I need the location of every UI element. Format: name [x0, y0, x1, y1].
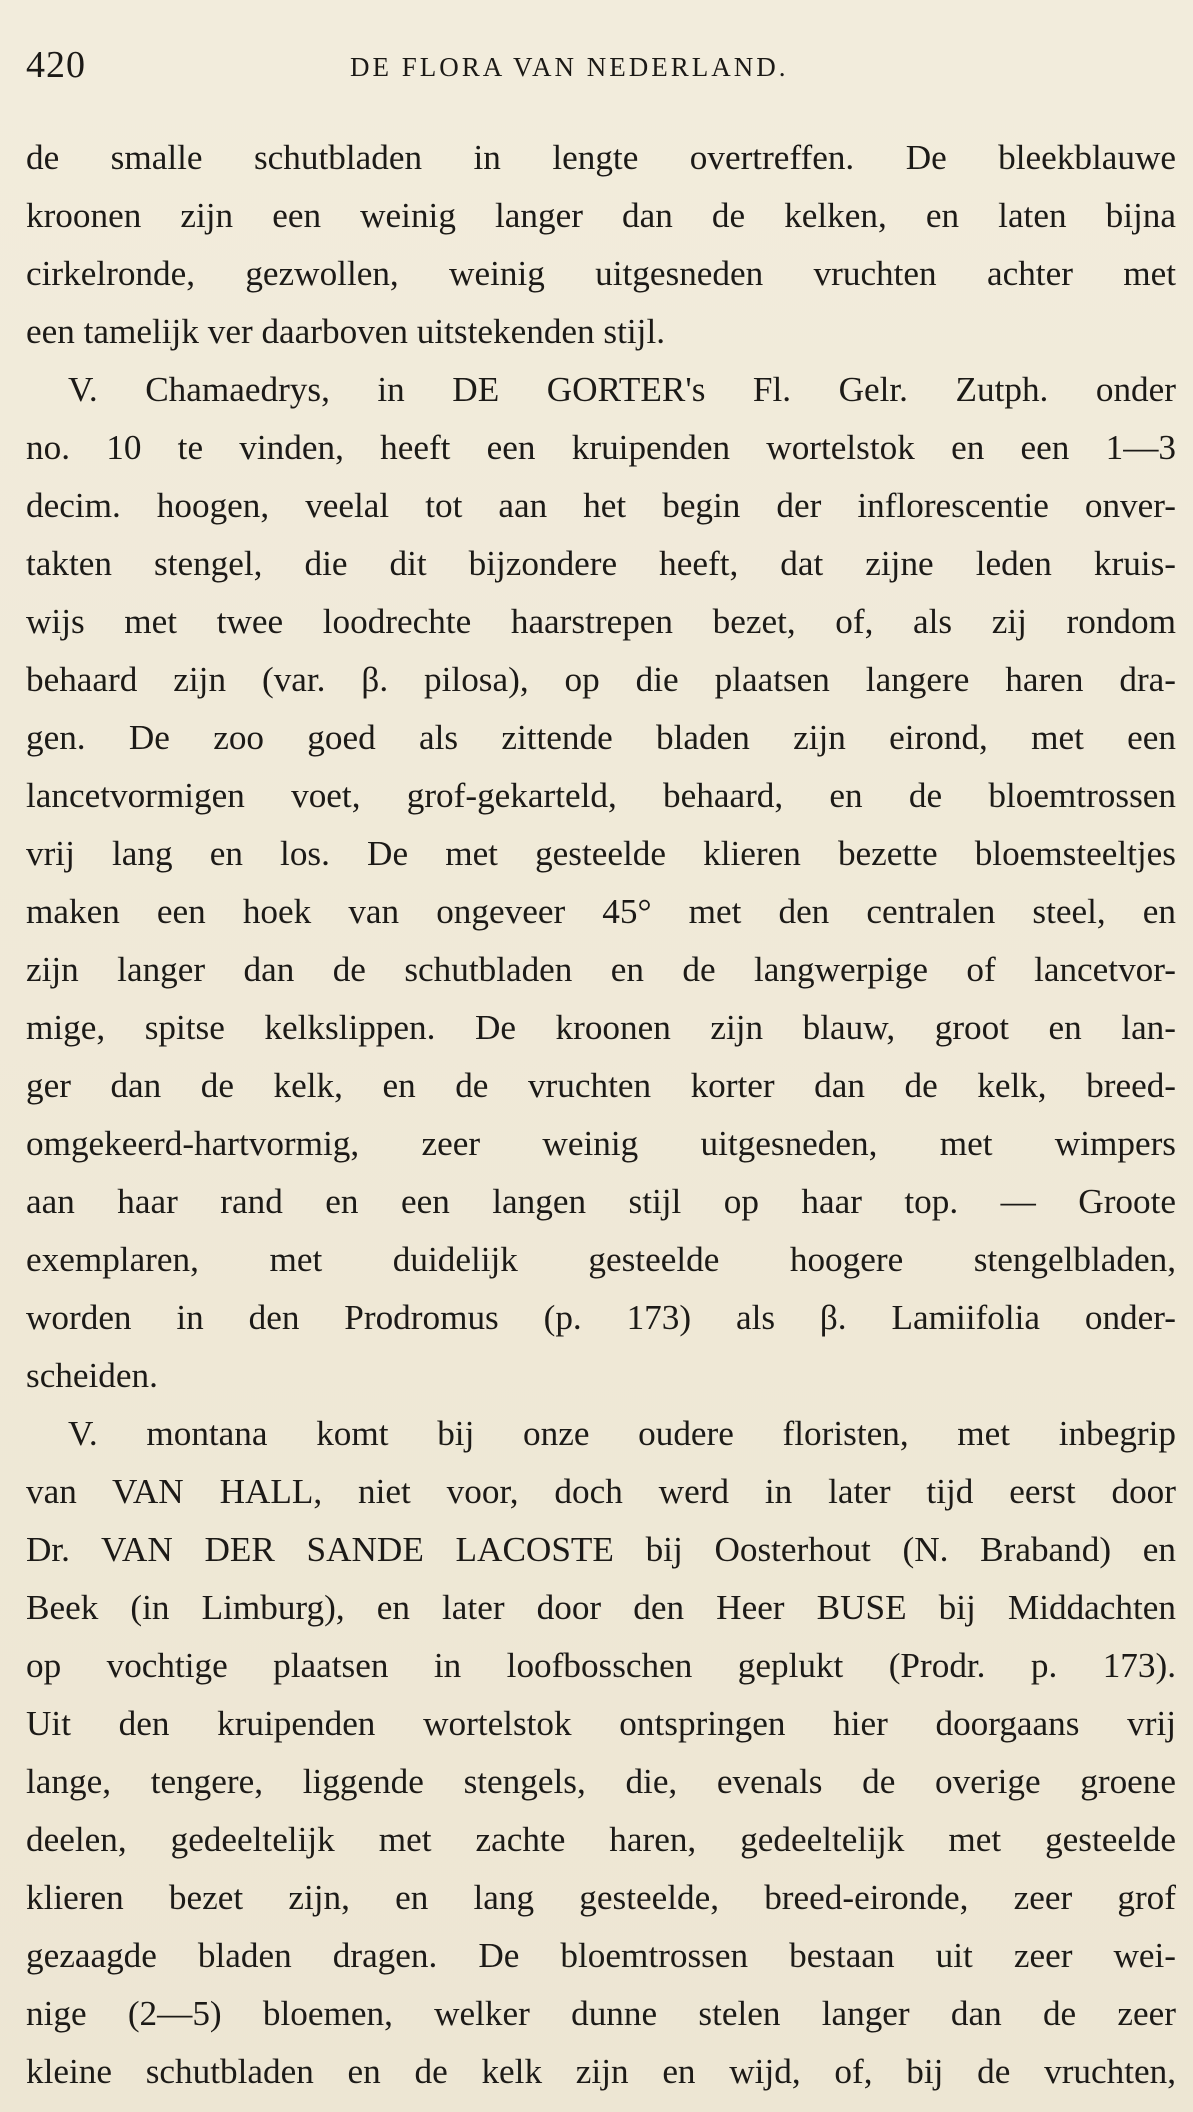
text-line: exemplaren, met duidelijk gesteelde hoogere stengelbladen,: [26, 1240, 1176, 1279]
text-line: gen. De zoo goed als zittende bladen zijn eirond, met een: [26, 718, 1176, 757]
text-line: kleine schutbladen en de kelk zijn en wijd, of, bij de vruchten,: [26, 2052, 1176, 2091]
text-line: Dr. VAN DER SANDE LACOSTE bij Oosterhout (N. Braband) en: [26, 1530, 1176, 1569]
text-line: van VAN HALL, niet voor, doch werd in later tijd eerst door: [26, 1472, 1176, 1511]
text-line: Beek (in Limburg), en later door den Heer BUSE bij Middachten: [26, 1588, 1176, 1627]
text-line: lange, tengere, liggende stengels, die, evenals de overige groene: [26, 1762, 1176, 1801]
text-line: mige, spitse kelkslippen. De kroonen zijn blauw, groot en lan-: [26, 1008, 1176, 1047]
text-line: klieren bezet zijn, en lang gesteelde, breed-eironde, zeer grof: [26, 1878, 1176, 1917]
text-line: zijn langer dan de schutbladen en de langwerpige of lancetvor-: [26, 950, 1176, 989]
body-text: [26, 129, 1176, 2101]
text-line: V. montana komt bij onze oudere floristen, met inbegrip: [68, 1414, 1176, 1453]
text-line: deelen, gedeeltelijk met zachte haren, gedeeltelijk met gesteelde: [26, 1820, 1176, 1859]
text-line: lancetvormigen voet, grof-gekarteld, behaard, en de bloemtrossen: [26, 776, 1176, 815]
text-line: takten stengel, die dit bijzondere heeft, dat zijne leden kruis-: [26, 544, 1176, 583]
text-line: behaard zijn (var. β. pilosa), op die plaatsen langere haren dra-: [26, 660, 1176, 699]
text-line: omgekeerd-hartvormig, zeer weinig uitgesneden, met wimpers: [26, 1124, 1176, 1163]
text-line: kroonen zijn een weinig langer dan de kelken, en laten bijna: [26, 196, 1176, 235]
text-line: scheiden.: [26, 1356, 158, 1395]
text-line: een tamelijk ver daarboven uitstekenden stijl.: [26, 312, 666, 351]
text-line: maken een hoek van ongeveer 45° met den centralen steel, en: [26, 892, 1176, 931]
page-number: 420: [26, 44, 86, 86]
text-line: de smalle schutbladen in lengte overtreffen. De bleekblauwe: [26, 138, 1176, 177]
text-line: decim. hoogen, veelal tot aan het begin der inflorescentie onver-: [26, 486, 1176, 525]
text-line: nige (2—5) bloemen, welker dunne stelen langer dan de zeer: [26, 1994, 1176, 2033]
text-line: V. Chamaedrys, in DE GORTER's Fl. Gelr. Zutph. onder: [68, 370, 1176, 409]
text-line: Uit den kruipenden wortelstok ontspringen hier doorgaans vrij: [26, 1704, 1176, 1743]
text-line: no. 10 te vinden, heeft een kruipenden wortelstok en een 1—3: [26, 428, 1176, 467]
text-line: aan haar rand en een langen stijl op haar top. — Groote: [26, 1182, 1176, 1221]
text-line: ger dan de kelk, en de vruchten korter dan de kelk, breed-: [26, 1066, 1176, 1105]
text-line: wijs met twee loodrechte haarstrepen bezet, of, als zij rondom: [26, 602, 1176, 641]
running-title: DE FLORA VAN NEDERLAND.: [350, 52, 789, 82]
text-line: worden in den Prodromus (p. 173) als β. Lamiifolia onder-: [26, 1298, 1176, 1337]
text-line: cirkelronde, gezwollen, weinig uitgesneden vruchten achter met: [26, 254, 1176, 293]
text-line: vrij lang en los. De met gesteelde klieren bezette bloemsteeltjes: [26, 834, 1176, 873]
text-line: op vochtige plaatsen in loofbosschen geplukt (Prodr. p. 173).: [26, 1646, 1176, 1685]
text-line: gezaagde bladen dragen. De bloemtrossen bestaan uit zeer wei-: [26, 1936, 1176, 1975]
page-header: [26, 40, 1176, 90]
